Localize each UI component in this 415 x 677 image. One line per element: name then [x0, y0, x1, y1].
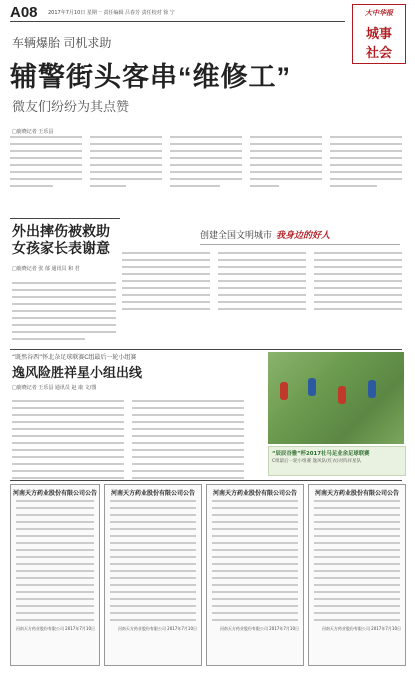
date-line: 2017年7月10日 星期一 责任编辑 吕春芳 责任校对 徐 宁	[48, 10, 175, 16]
lead-byline: □鹿晓记者 王乐县	[12, 129, 54, 135]
notice-date: 河南天方药业股份有限公司 2017年7月10日	[219, 626, 299, 631]
notice-title: 河南天方药业股份有限公司公告	[12, 490, 97, 497]
notice-3	[206, 484, 304, 666]
notice-1	[10, 484, 100, 666]
civic-banner-highlight: 我身边的好人	[276, 231, 331, 241]
notice-title: 河南天方药业股份有限公司公告	[110, 490, 195, 497]
column-4	[250, 136, 322, 192]
third-title: 逸风险胜祥星小组出线	[12, 366, 143, 381]
notice-title: 河南天方药业股份有限公司公告	[212, 490, 297, 497]
lead-kicker: 车辆爆胎 司机求助	[12, 36, 112, 50]
lead-body	[10, 136, 402, 216]
page-number: A08	[10, 4, 38, 21]
notice-date: 河南天方药业股份有限公司 2017年7月10日	[321, 626, 401, 631]
brand-name: 大中华报	[365, 9, 393, 17]
lead-title: 辅警街头客串“维修工”	[10, 62, 291, 92]
notices-rule	[10, 480, 402, 481]
column-2	[90, 136, 162, 192]
column-5	[330, 136, 402, 192]
football-photo	[268, 352, 404, 444]
civic-banner: 创建全国文明城市 我身边的好人	[200, 228, 400, 245]
second-body	[12, 282, 116, 345]
section-name: 城事	[365, 27, 392, 42]
third-byline: □鹿晓记者 王乐县 通讯员 赵 康 文/图	[12, 385, 97, 391]
second-byline: □鹿晓记者 张 郁 通讯员 和 君	[12, 266, 80, 272]
notice-title: 河南天方药业股份有限公司公告	[314, 490, 399, 497]
third-story-rule	[10, 349, 402, 350]
column-1	[10, 136, 82, 192]
notice-2	[104, 484, 202, 666]
second-story-rule	[10, 218, 120, 219]
photo-caption: “辰辰谷雅”杯2017社马足业余足球联赛 C组最后一轮小组赛 逸风队(红衣)对阵祥星队	[268, 446, 406, 476]
section-name-2: 社会	[365, 46, 392, 61]
column-3	[170, 136, 242, 192]
header-rule	[10, 21, 345, 22]
third-kicker: “既然谷西”怀北杂足球联赛C组最后一轮小组赛	[12, 354, 137, 361]
section-badge	[352, 4, 406, 64]
second-body-cont	[122, 252, 402, 315]
notice-4	[308, 484, 406, 666]
notice-date: 河南天方药业股份有限公司 2017年7月10日	[15, 626, 95, 631]
notice-date: 河南天方药业股份有限公司 2017年7月10日	[117, 626, 197, 631]
third-body	[12, 400, 272, 491]
second-title: 外出摔伤被救助 女孩家长表谢意	[12, 224, 110, 257]
lead-subtitle: 微友们纷纷为其点赞	[12, 100, 130, 115]
